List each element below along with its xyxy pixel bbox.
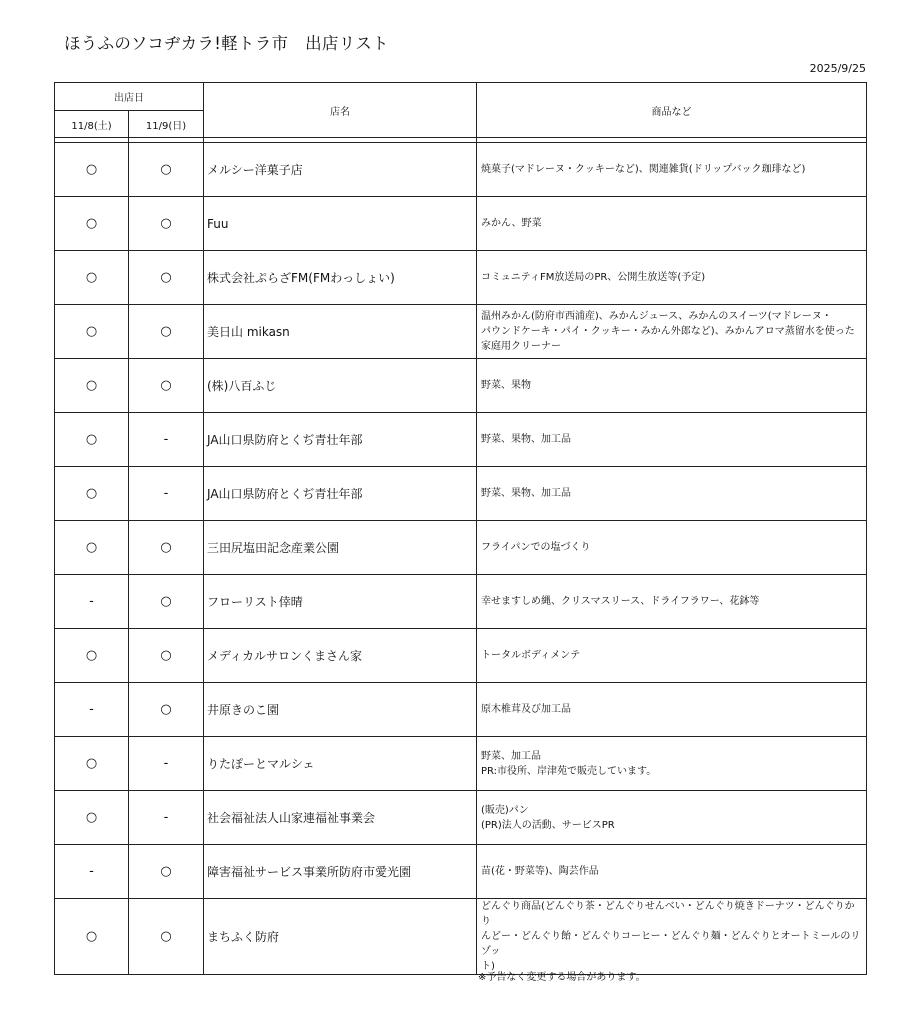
table-row [55, 413, 867, 467]
goods-line: 野菜、果物、加工品 [481, 434, 571, 445]
header-exhibit-date: 出店日 [55, 83, 204, 111]
goods-line: ト) [481, 961, 495, 972]
goods-line: 原木椎茸及び加工品 [481, 704, 571, 715]
goods-cell [477, 899, 867, 975]
shop-name: 株式会社ぷらざFM(FMわっしょい) [204, 251, 477, 305]
table-row [55, 845, 867, 899]
footnote: ※予告なく変更する場合があります。 [478, 972, 646, 983]
day1-mark: ○ [55, 305, 129, 359]
day2-mark: - [129, 413, 204, 467]
table-row [55, 899, 867, 975]
day2-mark: - [129, 467, 204, 521]
shop-name: 三田尻塩田記念産業公園 [204, 521, 477, 575]
goods-cell [477, 575, 867, 629]
goods-line: みかん、野菜 [481, 218, 542, 229]
goods-line: (販売)パン [481, 804, 529, 816]
goods-cell [477, 467, 867, 521]
goods-cell [477, 413, 867, 467]
goods-line: パウンドケーキ・パイ・クッキー・みかん外郎など)、みかんアロマ蒸留水を使った [481, 326, 855, 337]
goods-cell [477, 791, 867, 845]
day1-mark: - [55, 683, 129, 737]
goods-line: PR:市役所、岸津苑で販売しています。 [481, 765, 657, 777]
goods-cell [477, 629, 867, 683]
goods-cell [477, 521, 867, 575]
table-row [55, 683, 867, 737]
day1-mark: ○ [55, 251, 129, 305]
day1-mark: ○ [55, 143, 129, 197]
day1-mark: ○ [55, 413, 129, 467]
header-goods: 商品など [477, 83, 867, 138]
goods-line: どんぐり商品(どんぐり茶・どんぐりせんべい・どんぐり焼きドーナツ・どんぐりかり [481, 901, 855, 927]
shop-name: りたぽーとマルシェ [204, 737, 477, 791]
shop-name: JA山口県防府とくぢ青壮年部 [204, 413, 477, 467]
shop-name: 井原きのこ園 [204, 683, 477, 737]
table-row [55, 629, 867, 683]
table-row [55, 467, 867, 521]
header-day2: 11/9(日) [129, 111, 204, 138]
day1-mark: ○ [55, 629, 129, 683]
day2-mark: - [129, 791, 204, 845]
table-row [55, 305, 867, 359]
document-date: 2025/9/25 [809, 62, 866, 75]
goods-line: 苗(花・野菜等)、陶芸作品 [481, 866, 599, 877]
goods-line: コミュニティFM放送局のPR、公開生放送等(予定) [481, 272, 706, 283]
shop-name: メルシー洋菓子店 [204, 143, 477, 197]
day1-mark: - [55, 845, 129, 899]
day2-mark: ○ [129, 521, 204, 575]
day2-mark: ○ [129, 359, 204, 413]
day1-mark: ○ [55, 359, 129, 413]
day2-mark: ○ [129, 845, 204, 899]
shop-name: 美日山 mikasn [204, 305, 477, 359]
day2-mark: ○ [129, 251, 204, 305]
goods-cell [477, 359, 867, 413]
goods-line: 野菜、果物、加工品 [481, 488, 571, 499]
goods-line: 野菜、加工品 [481, 750, 541, 762]
day2-mark: ○ [129, 629, 204, 683]
day1-mark: ○ [55, 791, 129, 845]
goods-cell [477, 737, 867, 791]
day1-mark: - [55, 575, 129, 629]
table-row [55, 791, 867, 845]
day2-mark: ○ [129, 305, 204, 359]
header-shop-name: 店名 [204, 83, 477, 138]
shop-name: メディカルサロンくまさん家 [204, 629, 477, 683]
day1-mark: ○ [55, 197, 129, 251]
goods-cell [477, 845, 867, 899]
day1-mark: ○ [55, 899, 129, 975]
header-day1: 11/8(土) [55, 111, 129, 138]
table-row [55, 737, 867, 791]
table-row [55, 575, 867, 629]
day1-mark: ○ [55, 521, 129, 575]
goods-cell [477, 683, 867, 737]
day2-mark: - [129, 737, 204, 791]
goods-cell [477, 197, 867, 251]
table-row [55, 251, 867, 305]
day1-mark: ○ [55, 737, 129, 791]
shop-name: JA山口県防府とくぢ青壮年部 [204, 467, 477, 521]
goods-line: (PR)法人の活動、サービスPR [481, 819, 615, 831]
goods-line: 家庭用クリーナー [481, 341, 561, 352]
goods-line: 野菜、果物 [481, 380, 531, 391]
table-row [55, 359, 867, 413]
day2-mark: ○ [129, 899, 204, 975]
goods-cell [477, 143, 867, 197]
shop-name: フローリスト倖晴 [204, 575, 477, 629]
table-row [55, 197, 867, 251]
shop-name: まちふく防府 [204, 899, 477, 975]
table-row [55, 521, 867, 575]
shop-name: 社会福祉法人山家連福祉事業会 [204, 791, 477, 845]
day2-mark: ○ [129, 683, 204, 737]
day2-mark: ○ [129, 197, 204, 251]
vendor-list-table [54, 82, 867, 975]
goods-cell [477, 251, 867, 305]
goods-line: 温州みかん(防府市西浦産)、みかんジュース、みかんのスイーツ(マドレーヌ・ [481, 311, 832, 322]
day2-mark: ○ [129, 143, 204, 197]
day1-mark: ○ [55, 467, 129, 521]
goods-line: フライパンでの塩づくり [481, 542, 591, 553]
goods-line: トータルボディメンテ [481, 650, 581, 661]
shop-name: 障害福祉サービス事業所防府市愛光園 [204, 845, 477, 899]
table-row [55, 143, 867, 197]
goods-line: んどー・どんぐり飴・どんぐりコーヒー・どんぐり麺・どんぐりとオートミールのリゾッ [481, 931, 861, 957]
shop-name: (株)八百ふじ [204, 359, 477, 413]
goods-cell [477, 305, 867, 359]
goods-line: 焼菓子(マドレーヌ・クッキーなど)、関連雑貨(ドリップバック珈琲など) [481, 164, 806, 175]
goods-line: 幸せますしめ縄、クリスマスリース、ドライフラワー、花鉢等 [481, 596, 760, 607]
shop-name: Fuu [204, 197, 477, 251]
page-title: ほうふのソコヂカラ!軽トラ市 出店リスト [64, 34, 389, 53]
vendor-rows [55, 143, 867, 975]
day2-mark: ○ [129, 575, 204, 629]
